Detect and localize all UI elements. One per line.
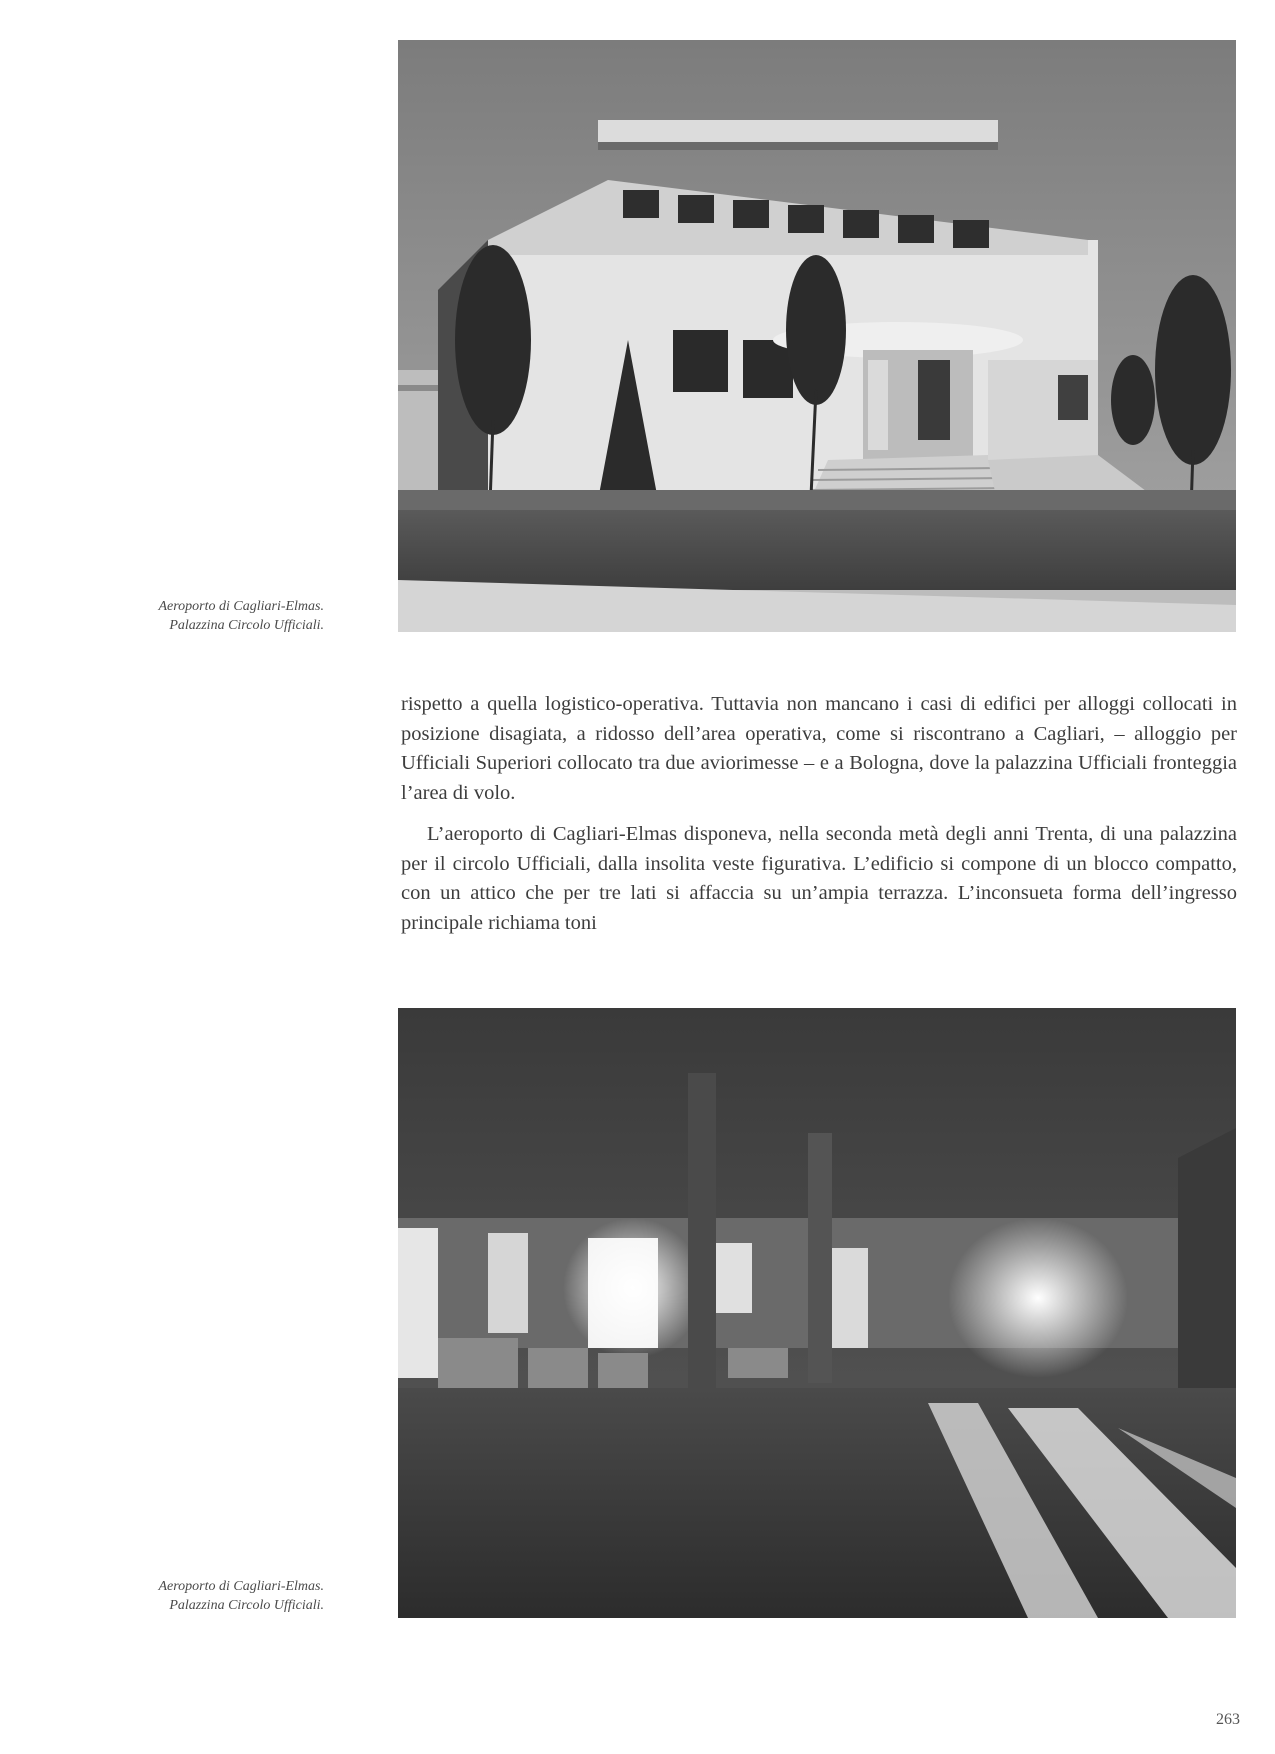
body-paragraph: L’aeroporto di Cagliari-Elmas disponeva, nella seconda metà degli anni Trenta, di una palazzina per il circolo Ufficiali, dalla insolita veste figurativa. L’edificio si compone di un blocco compatto, con un attico che per tre lati si affaccia su un’ampia terrazza. L’inconsueta forma dell’ingresso principale richiama toni: [401, 823, 1237, 934]
page-number: 263: [1216, 1711, 1240, 1728]
caption-line: Palazzina Circolo Ufficiali.: [169, 618, 324, 633]
caption-line: Palazzina Circolo Ufficiali.: [169, 1598, 324, 1613]
caption-line: Aeroporto di Cagliari-Elmas.: [158, 599, 324, 614]
exterior-photo: [398, 40, 1236, 632]
caption-line: Aeroporto di Cagliari-Elmas.: [158, 1579, 324, 1594]
interior-photo-graphic: [398, 1008, 1236, 1618]
figure-caption: [24, 1577, 324, 1615]
body-paragraph: rispetto a quella logistico-operativa. Tuttavia non mancano i casi di edifici per alloggi collocati in posizione disagiata, a ridosso dell’area operativa, come si riscontrano a Cagliari, – alloggio per Ufficiali Superiori collocato tra due aviorimesse – e a Bologna, dove la palazzina Ufficiali fronteggia l’area di volo.: [401, 693, 1237, 804]
figure-caption: [24, 597, 324, 635]
exterior-photo-graphic: [398, 40, 1236, 632]
interior-photo: [398, 1008, 1236, 1618]
